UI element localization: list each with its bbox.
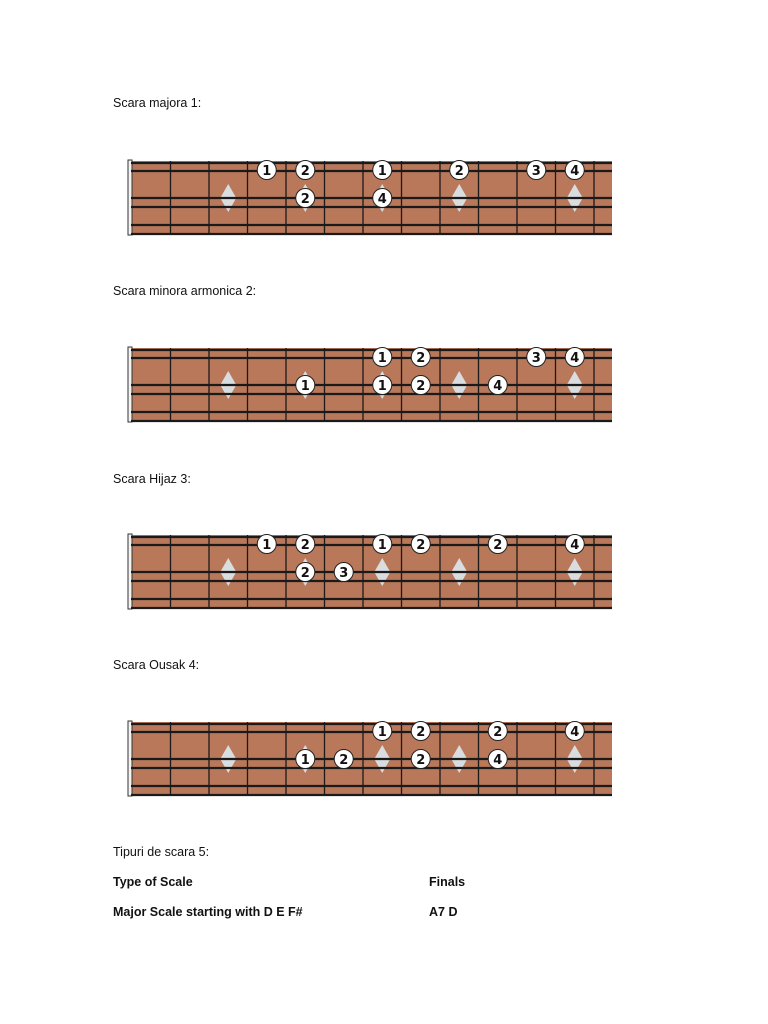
finger-number: 1: [377, 163, 387, 179]
fretboard-svg: [126, 532, 612, 610]
finger-number: 3: [531, 163, 541, 179]
diagram-2-title: Scara minora armonica 2:: [113, 284, 257, 298]
fretboard-4: [126, 719, 612, 797]
finger-dot: [565, 535, 584, 554]
finger-number: 3: [339, 565, 349, 581]
finger-dot: [296, 535, 315, 554]
finger-number: 2: [300, 191, 310, 207]
finger-dot: [527, 161, 546, 180]
finger-dot: [565, 348, 584, 367]
finger-dot: [411, 750, 430, 769]
finger-number: 1: [300, 752, 310, 768]
finger-dot: [488, 750, 507, 769]
fretboard-1: [126, 158, 612, 236]
finger-number: 2: [300, 565, 310, 581]
finger-number: 2: [493, 724, 503, 740]
finger-dot: [565, 161, 584, 180]
finger-dot: [334, 563, 353, 582]
finger-number: 4: [570, 350, 580, 366]
diagram-1-title: Scara majora 1:: [113, 96, 202, 110]
table-row-type: Major Scale starting with D E F#: [113, 905, 303, 919]
finger-number: 1: [262, 163, 272, 179]
finger-dot: [334, 750, 353, 769]
finger-dot: [373, 348, 392, 367]
finger-dot: [373, 722, 392, 741]
diagram-3-title: Scara Hijaz 3:: [113, 472, 191, 486]
finger-number: 1: [262, 537, 272, 553]
fretboard-svg: [126, 719, 612, 797]
fretboard-svg: [126, 158, 612, 236]
finger-number: 2: [493, 537, 503, 553]
fretboard-svg: [126, 345, 612, 423]
finger-dot: [257, 161, 276, 180]
table-row-finals: A7 D: [429, 905, 458, 919]
finger-dot: [411, 535, 430, 554]
finger-dot: [296, 189, 315, 208]
finger-number: 1: [377, 537, 387, 553]
finger-number: 4: [570, 537, 580, 553]
finger-number: 1: [377, 350, 387, 366]
finger-dot: [411, 722, 430, 741]
section5-title: Tipuri de scara 5:: [113, 845, 210, 859]
fretboard-3: [126, 532, 612, 610]
finger-number: 2: [416, 350, 426, 366]
finger-dot: [488, 376, 507, 395]
finger-number: 2: [454, 163, 464, 179]
finger-dot: [373, 376, 392, 395]
finger-dot: [296, 376, 315, 395]
finger-number: 2: [416, 724, 426, 740]
finger-dot: [373, 161, 392, 180]
diagram-4-title: Scara Ousak 4:: [113, 658, 200, 672]
finger-dot: [527, 348, 546, 367]
finger-dot: [565, 722, 584, 741]
finger-number: 4: [377, 191, 387, 207]
finger-number: 2: [300, 163, 310, 179]
finger-number: 2: [300, 537, 310, 553]
finger-number: 2: [339, 752, 349, 768]
finger-dot: [296, 563, 315, 582]
finger-number: 4: [570, 163, 580, 179]
finger-dot: [296, 161, 315, 180]
finger-dot: [373, 535, 392, 554]
finger-dot: [373, 189, 392, 208]
finger-number: 2: [416, 752, 426, 768]
finger-number: 4: [493, 378, 503, 394]
finger-dot: [257, 535, 276, 554]
fretboard-2: [126, 345, 612, 423]
finger-number: 4: [493, 752, 503, 768]
finger-number: 1: [300, 378, 310, 394]
finger-dot: [411, 348, 430, 367]
finger-number: 1: [377, 378, 387, 394]
table-header-finals: Finals: [429, 875, 466, 889]
finger-number: 2: [416, 537, 426, 553]
finger-number: 4: [570, 724, 580, 740]
finger-number: 3: [531, 350, 541, 366]
finger-dot: [488, 535, 507, 554]
finger-dot: [450, 161, 469, 180]
finger-number: 1: [377, 724, 387, 740]
finger-dot: [488, 722, 507, 741]
table-header-type: Type of Scale: [113, 875, 193, 889]
finger-dot: [296, 750, 315, 769]
finger-dot: [411, 376, 430, 395]
finger-number: 2: [416, 378, 426, 394]
